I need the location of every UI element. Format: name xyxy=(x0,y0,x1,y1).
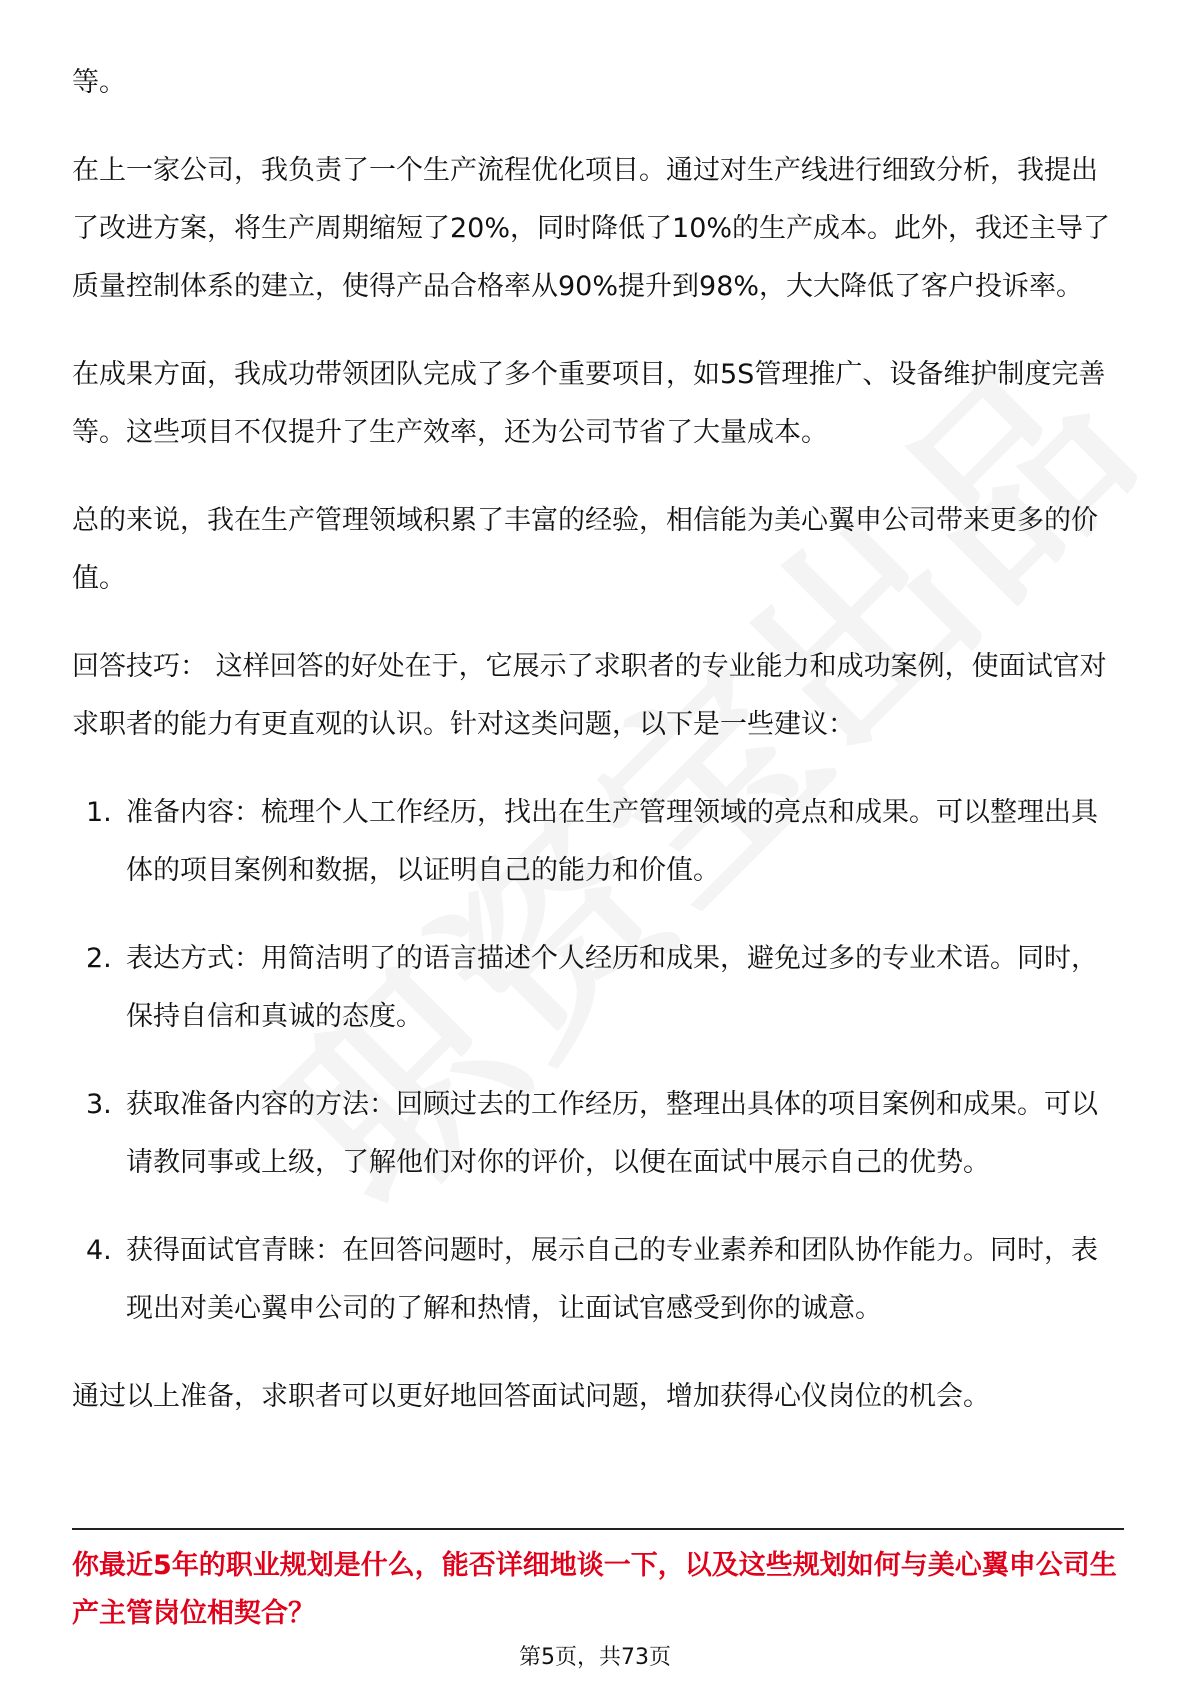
body-content xyxy=(72,54,1124,1456)
list-item-text: 获得面试官青睐：在回答问题时，展示自己的专业素养和团队协作能力。同时，表现出对美心翼申公司的了解和热情，让面试官感受到你的诚意。 xyxy=(126,1235,1098,1324)
paragraph-project-experience: 在上一家公司，我负责了一个生产流程优化项目。通过对生产线进行细致分析，我提出了改进方案，将生产周期缩短了20%，同时降低了10%的生产成本。此外，我还主导了质量控制体系的建立，使得产品合格率从90%提升到98%，大大降低了客户投诉率。 xyxy=(72,155,1111,302)
tips-list xyxy=(72,784,1124,1338)
page-number: 第5页，共73页 xyxy=(519,1645,671,1670)
list-item xyxy=(72,784,1124,900)
paragraph-achievements: 在成果方面，我成功带领团队完成了多个重要项目，如5S管理推广、设备维护制度完善等。这些项目不仅提升了生产效率，还为公司节省了大量成本。 xyxy=(72,359,1106,448)
list-item-number: 1. xyxy=(86,797,112,828)
list-item-number: 2. xyxy=(86,943,112,974)
paragraph-answer-tips: 回答技巧： 这样回答的好处在于，它展示了求职者的专业能力和成功案例，使面试官对求职者的能力有更直观的认识。针对这类问题，以下是一些建议： xyxy=(72,651,1107,740)
paragraph-continuation: 等。 xyxy=(72,67,126,98)
list-item-number: 4. xyxy=(86,1235,112,1266)
paragraph-closing: 通过以上准备，求职者可以更好地回答面试问题，增加获得心仪岗位的机会。 xyxy=(72,1381,990,1412)
list-item-text: 准备内容：梳理个人工作经历，找出在生产管理领域的亮点和成果。可以整理出具体的项目案例和数据，以证明自己的能力和价值。 xyxy=(126,797,1098,886)
list-item-text: 表达方式：用简洁明了的语言描述个人经历和成果，避免过多的专业术语。同时，保持自信和真诚的态度。 xyxy=(126,943,1098,1032)
list-item-number: 3. xyxy=(86,1089,112,1120)
list-item xyxy=(72,930,1124,1046)
list-item-text: 获取准备内容的方法：回顾过去的工作经历，整理出具体的项目案例和成果。可以请教同事或上级，了解他们对你的评价，以便在面试中展示自己的优势。 xyxy=(126,1089,1098,1178)
paragraph-summary: 总的来说，我在生产管理领域积累了丰富的经验，相信能为美心翼申公司带来更多的价值。 xyxy=(72,505,1098,594)
section-divider xyxy=(72,1528,1124,1530)
list-item xyxy=(72,1222,1124,1338)
next-question-heading: 你最近5年的职业规划是什么，能否详细地谈一下，以及这些规划如何与美心翼申公司生产主管岗位相契合？ xyxy=(72,1550,1117,1629)
list-item xyxy=(72,1076,1124,1192)
